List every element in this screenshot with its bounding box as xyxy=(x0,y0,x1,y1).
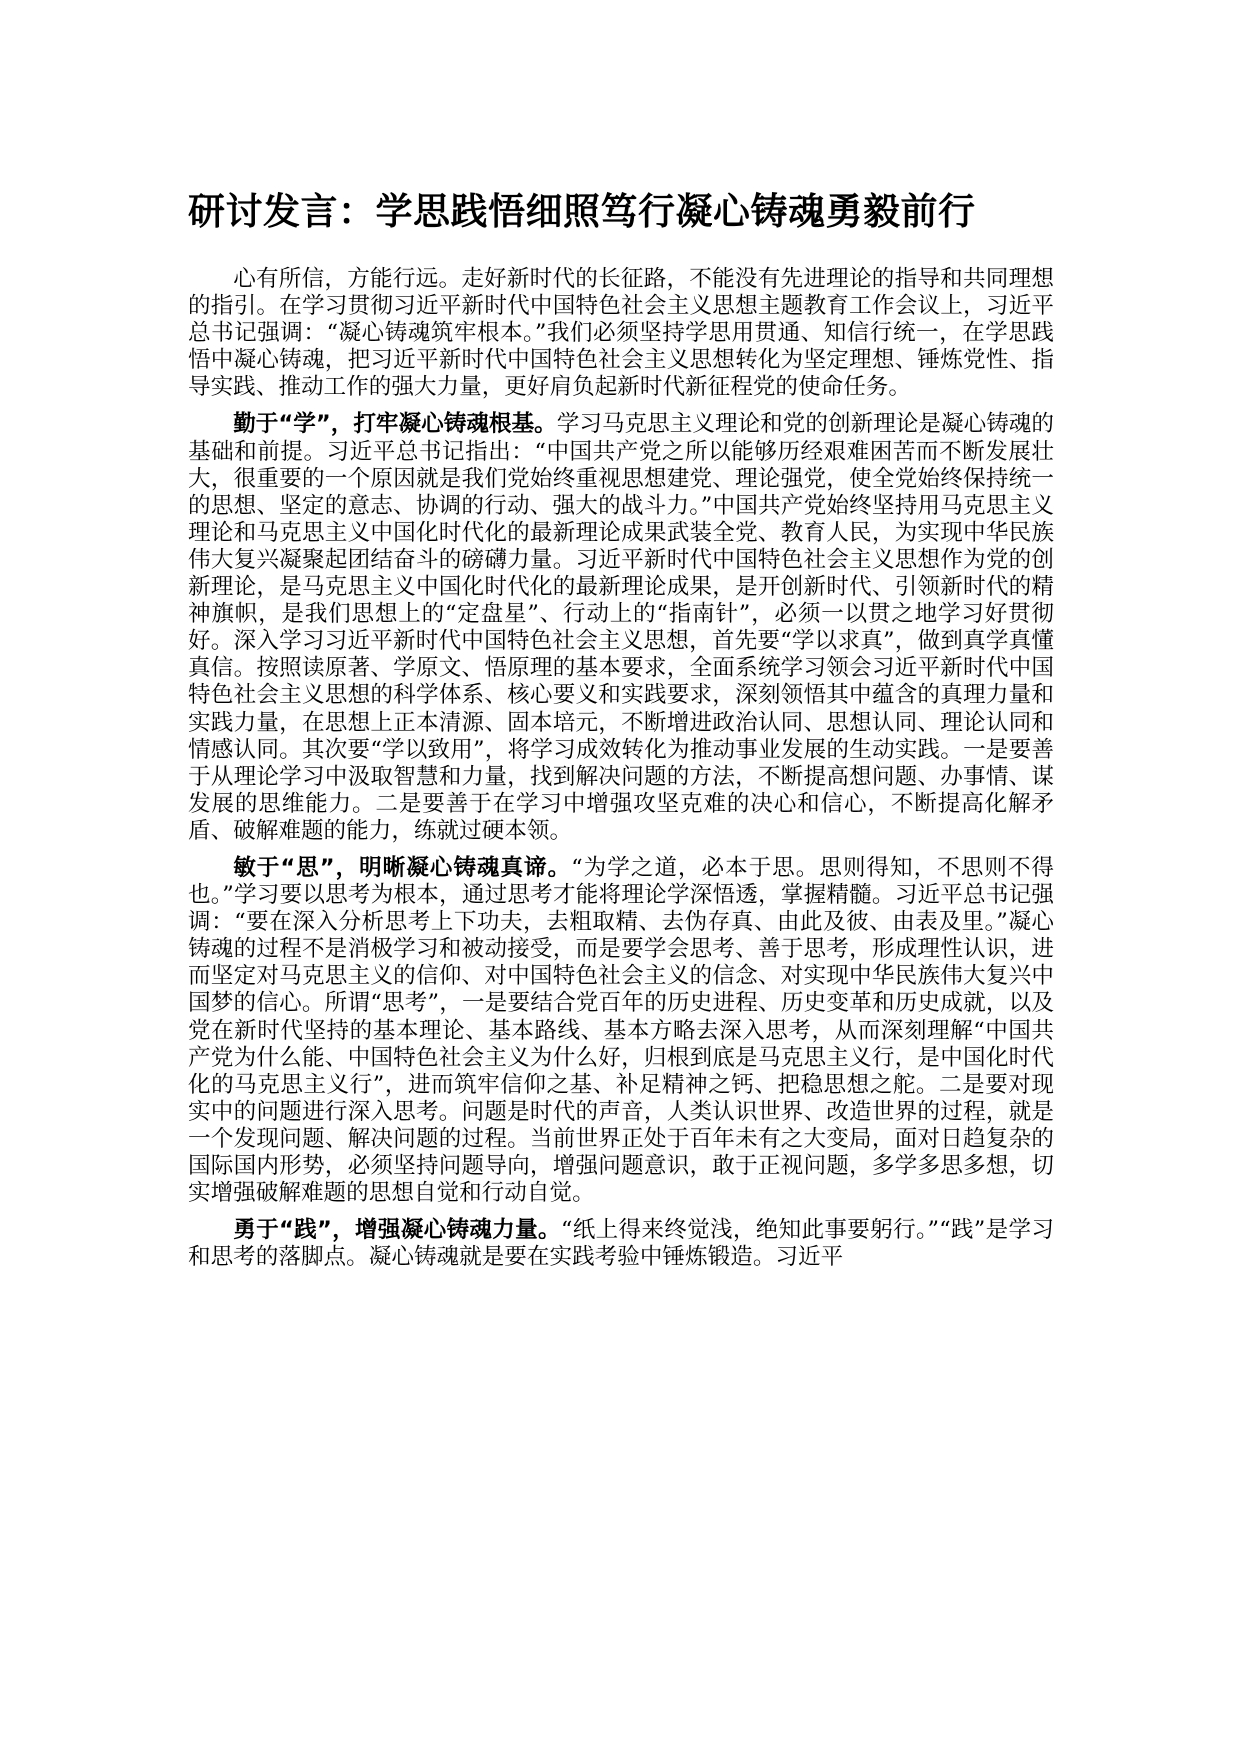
paragraph-text: “为学之道，必本于思。思则得知，不思则不得也。”学习要以思考为根本，通过思考才能将理论学深悟透，掌握精髓。习近平总书记强调：“要在深入分析思考上下功夫，去粗取精、去伪存真、由此及彼、由表及里。”凝心铸魂的过程不是消极学习和被动接受，而是要学会思考、善于思考，形成理性认识，进而坚定对马克思主义的信仰、对中国特色社会主义的信念、对实现中华民族伟大复兴中国梦的信心。所谓“思考”，一是要结合党百年的历史进程、历史变革和历史成就，以及党在新时代坚持的基本理论、基本路线、基本方略去深入思考，从而深刻理解“中国共产党为什么能、中国特色社会主义为什么好，归根到底是马克思主义行，是中国化时代化的马克思主义行”，进而筑牢信仰之基、补足精神之钙、把稳思想之舵。二是要对现实中的问题进行深入思考。问题是时代的声音，人类认识世界、改造世界的过程，就是一个发现问题、解决问题的过程。当前世界正处于百年未有之大变局，面对日趋复杂的国际国内形势，必须坚持问题导向，增强问题意识，敢于正视问题，多学多思多想，切实增强破解难题的思想自觉和行动自觉。 xyxy=(188,854,1055,1207)
paragraph-text: 心有所信，方能行远。走好新时代的长征路，不能没有先进理论的指导和共同理想的指引。在学习贯彻习近平新时代中国特色社会主义思想主题教育工作会议上，习近平总书记强调：“凝心铸魂筑牢根本。”我们必须坚持学思用贯通、知信行统一，在学思践悟中凝心铸魂，把习近平新时代中国特色社会主义思想转化为坚定理想、锤炼党性、指导实践、推动工作的强大力量，更好肩负起新时代新征程党的使命任务。 xyxy=(188,266,1054,401)
paragraph-lead: 敏于“思”，明晰凝心铸魂真谛。 xyxy=(233,854,572,881)
paragraph-think xyxy=(188,855,1054,1207)
paragraph-intro xyxy=(188,266,1054,401)
paragraph-practice xyxy=(188,1217,1054,1271)
paragraph-lead: 勇于“践”，增强凝心铸魂力量。 xyxy=(233,1217,561,1244)
paragraph-lead: 勤于“学”，打牢凝心铸魂根基。 xyxy=(233,411,557,438)
document-title: 研讨发言：学思践悟细照笃行凝心铸魂勇毅前行 xyxy=(188,190,976,233)
document-body xyxy=(188,186,1054,1281)
paragraph-text: “纸上得来终觉浅，绝知此事要躬行。”“践”是学习和思考的落脚点。凝心铸魂就是要在实践考验中锤炼锻造。习近平 xyxy=(188,1217,1054,1271)
paragraph-study xyxy=(188,411,1054,845)
paragraph-text: 学习马克思主义理论和党的创新理论是凝心铸魂的基础和前提。习近平总书记指出：“中国共产党之所以能够历经艰难困苦而不断发展壮大，很重要的一个原因就是我们党始终重视思想建党、理论强党，使全党始终保持统一的思想、坚定的意志、协调的行动、强大的战斗力。”中国共产党始终坚持用马克思主义理论和马克思主义中国化时代化的最新理论成果武装全党、教育人民，为实现中华民族伟大复兴凝聚起团结奋斗的磅礴力量。习近平新时代中国特色社会主义思想作为党的创新理论，是马克思主义中国化时代化的最新理论成果，是开创新时代、引领新时代的精神旗帜，是我们思想上的“定盘星”、行动上的“指南针”，必须一以贯之地学习好贯彻好。深入学习习近平新时代中国特色社会主义思想，首先要“学以求真”，做到真学真懂真信。按照读原著、学原文、悟原理的基本要求，全面系统学习领会习近平新时代中国特色社会主义思想的科学体系、核心要义和实践要求，深刻领悟其中蕴含的真理力量和实践力量，在思想上正本清源、固本培元，不断增进政治认同、思想认同、理论认同和情感认同。其次要“学以致用”，将学习成效转化为推动事业发展的生动实践。一是要善于从理论学习中汲取智慧和力量，找到解决问题的方法，不断提高想问题、办事情、谋发展的思维能力。二是要善于在学习中增强攻坚克难的决心和信心，不断提高化解矛盾、破解难题的能力，练就过硬本领。 xyxy=(188,411,1055,844)
